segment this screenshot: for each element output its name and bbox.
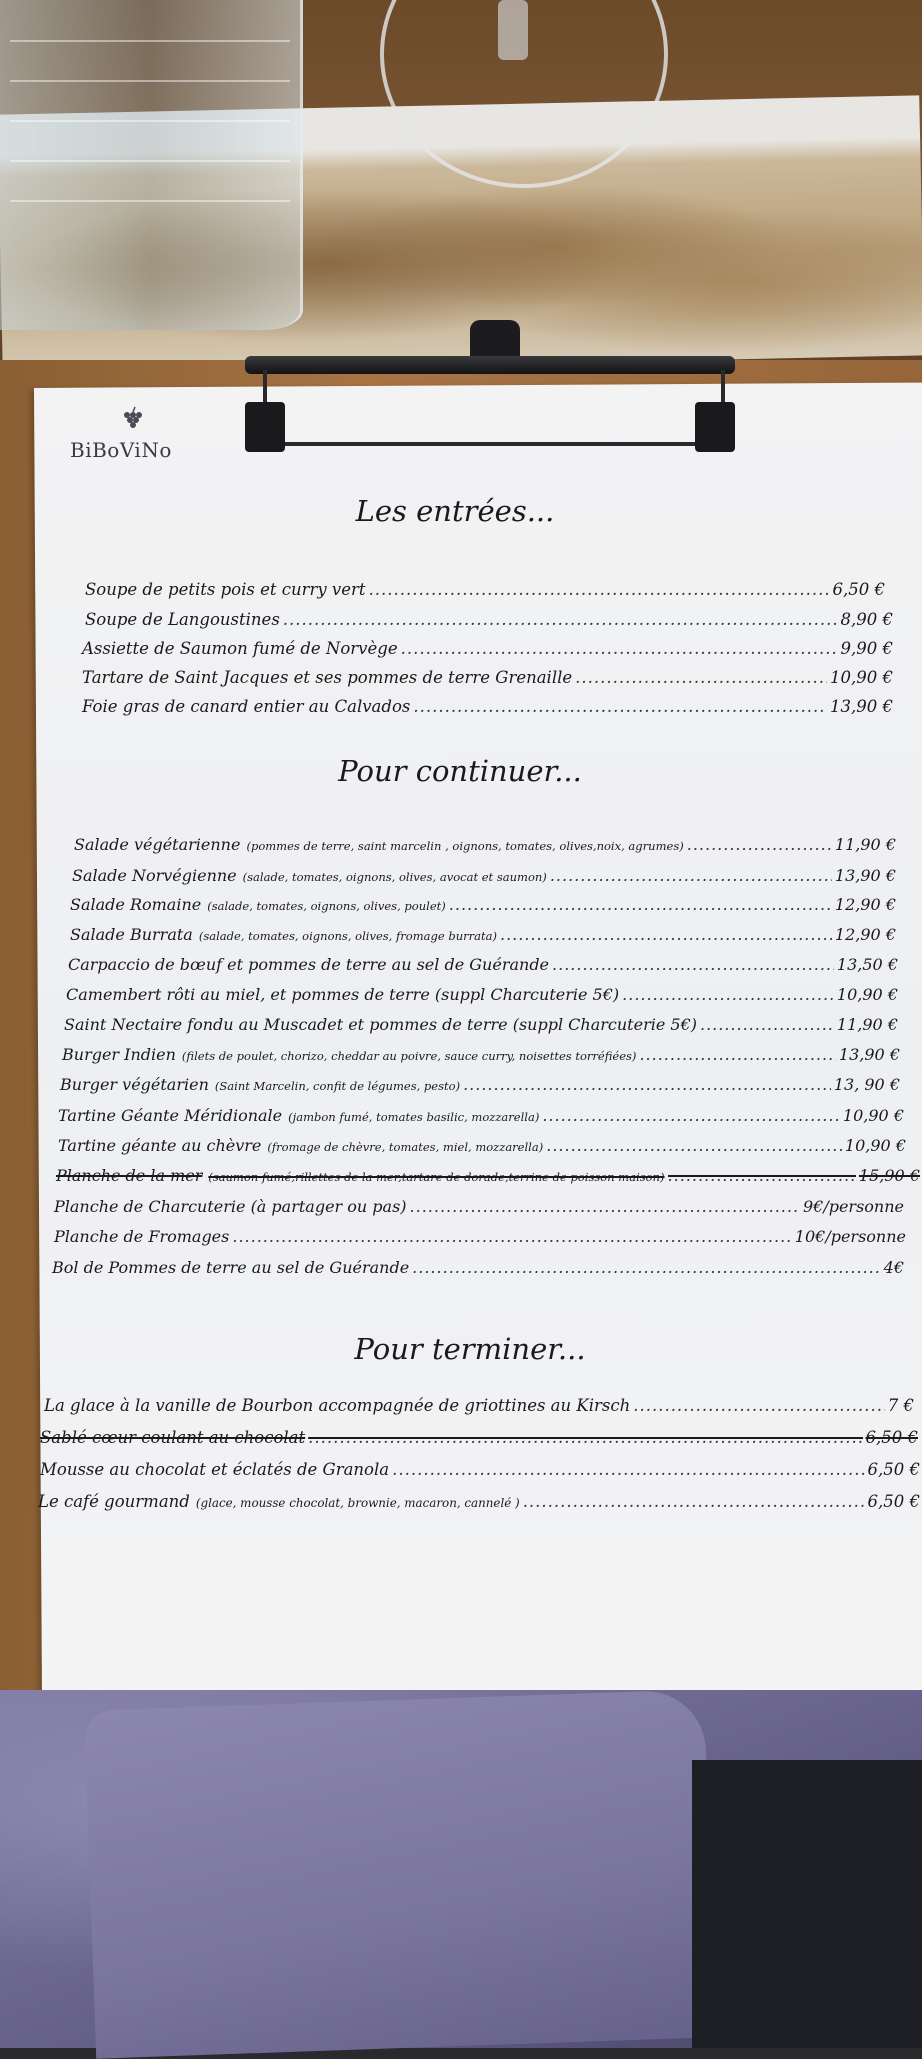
menu-item: Tartare de Saint Jacques et ses pommes de terre Grenaille ..... 10,90 € bbox=[82, 668, 893, 687]
menu-item: Foie gras de canard entier au Calvados ..... 13,90 € bbox=[82, 697, 893, 716]
menu-item-unavailable: Planche de la mer (saumon fumé,rillettes de la mer,tartare de dorade,terrine de poisson maison) ..... 15,90 € bbox=[56, 1166, 920, 1185]
menu-item-unavailable: Sablé cœur coulant au chocolat ..... 6,50 € bbox=[40, 1428, 918, 1447]
menu-item: Soupe de Langoustines ..... 8,90 € bbox=[85, 610, 893, 629]
menu-item: Salade Romaine (salade, tomates, oignons, olives, poulet) ..... 12,90 € bbox=[70, 895, 896, 914]
menu-item: Soupe de petits pois et curry vert ..... 6,50 € bbox=[85, 580, 885, 599]
menu-item: Salade végétarienne (pommes de terre, saint marcelin , oignons, tomates, olives,noix, agrumes) ..... 11,90 € bbox=[74, 835, 896, 854]
section-title-terminer: Pour terminer... bbox=[354, 1332, 586, 1366]
section-title-entrees: Les entrées... bbox=[355, 494, 555, 528]
menu-item: Planche de Fromages ..... 10€/personne bbox=[54, 1227, 906, 1246]
section-title-continuer: Pour continuer... bbox=[338, 754, 582, 788]
clipboard-clip bbox=[245, 350, 735, 455]
menu-item: Le café gourmand (glace, mousse chocolat, brownie, macaron, cannelé ) ..... 6,50 € bbox=[38, 1492, 920, 1511]
menu-item: Tartine géante au chèvre (fromage de chèvre, tomates, miel, mozzarella) ..... 10,90 € bbox=[58, 1136, 906, 1155]
grape-icon bbox=[118, 405, 148, 435]
menu-item: La glace à la vanille de Bourbon accompagnée de griottines au Kirsch ..... 7 € bbox=[44, 1396, 914, 1415]
brand-logo: BiBoViNo bbox=[70, 438, 172, 462]
menu-item: Camembert rôti au miel, et pommes de terre (suppl Charcuterie 5€) ..... 10,90 € bbox=[66, 985, 898, 1004]
menu-item: Burger Indien (filets de poulet, chorizo, cheddar au poivre, sauce curry, noisettes torréfiées) ..... 13,90 € bbox=[62, 1045, 900, 1064]
menu-item: Salade Burrata (salade, tomates, oignons, olives, fromage burrata) ..... 12,90 € bbox=[70, 925, 896, 944]
menu-item: Carpaccio de bœuf et pommes de terre au sel de Guérande ..... 13,50 € bbox=[68, 955, 898, 974]
menu-item: Assiette de Saumon fumé de Norvège ..... 9,90 € bbox=[82, 639, 893, 658]
menu-item: Bol de Pommes de terre au sel de Guérande ..... 4€ bbox=[52, 1258, 904, 1277]
menu-item: Saint Nectaire fondu au Muscadet et pommes de terre (suppl Charcuterie 5€) ..... 11,90 € bbox=[64, 1015, 898, 1034]
menu-item: Salade Norvégienne (salade, tomates, oignons, olives, avocat et saumon) ..... 13,90 € bbox=[72, 866, 896, 885]
wine-glass-stem bbox=[498, 0, 528, 60]
menu-item: Burger végétarien (Saint Marcelin, confit de légumes, pesto) ..... 13, 90 € bbox=[60, 1075, 900, 1094]
menu-item: Planche de Charcuterie (à partager ou pas) ..... 9€/personne bbox=[54, 1197, 904, 1216]
dark-tablecloth bbox=[692, 1760, 922, 2048]
menu-item: Tartine Géante Méridionale (jambon fumé, tomates basilic, mozzarella) ..... 10,90 € bbox=[58, 1106, 904, 1125]
menu-item: Mousse au chocolat et éclatés de Granola ..... 6,50 € bbox=[40, 1460, 920, 1479]
napkin-fold bbox=[84, 1689, 716, 2058]
water-glass bbox=[0, 0, 303, 330]
